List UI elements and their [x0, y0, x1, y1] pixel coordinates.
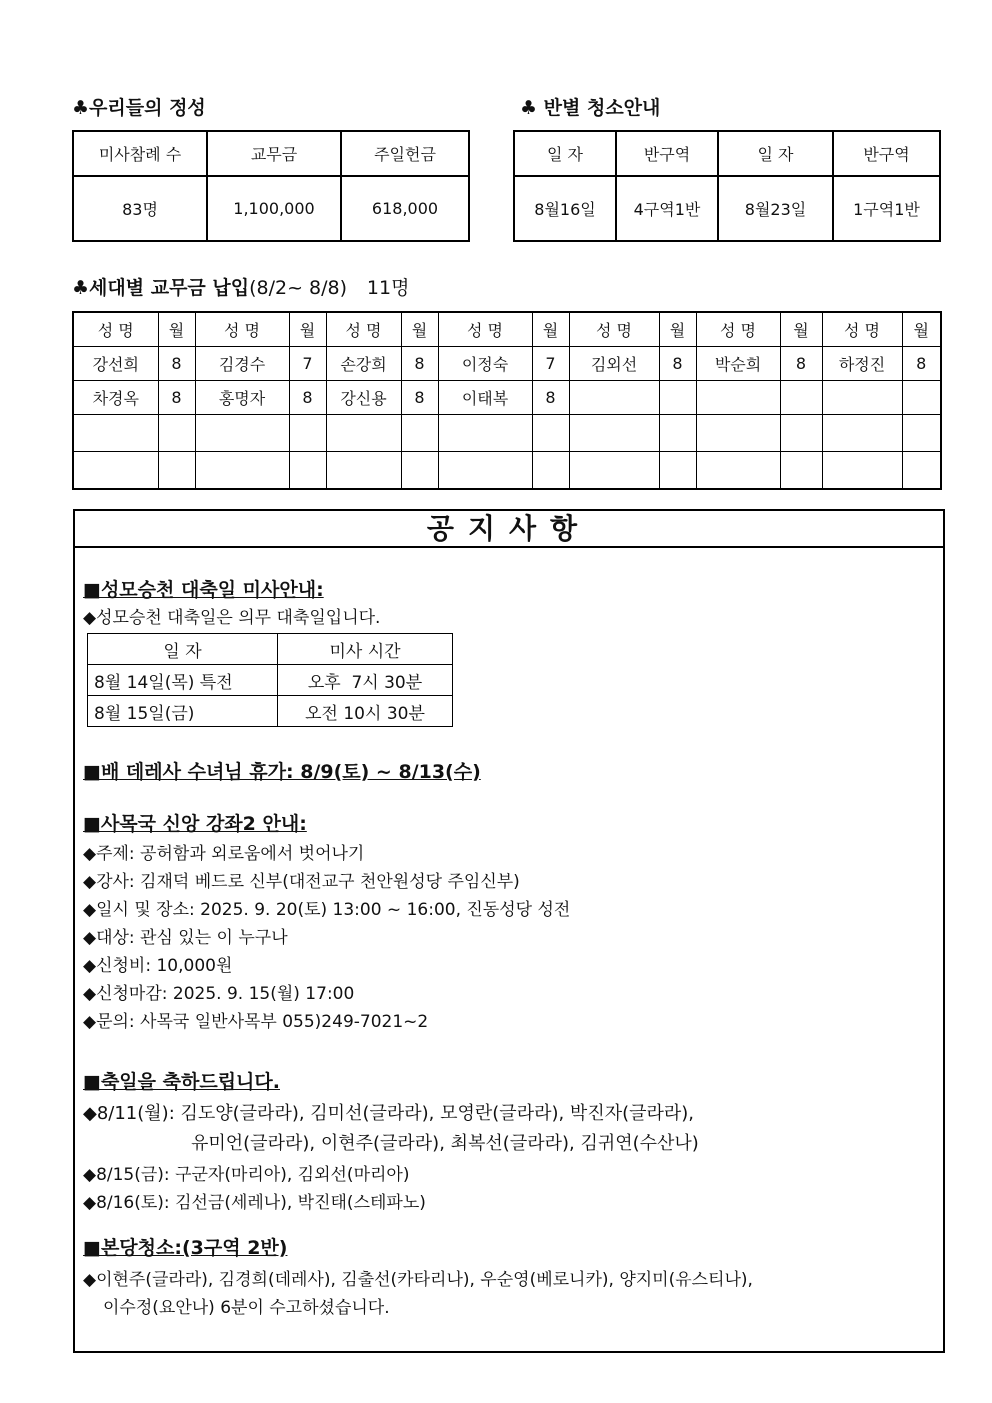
- dues-header-month: 월: [902, 312, 941, 347]
- assumption-line: ◆성모승천 대축일은 의무 대축일입니다.: [83, 608, 381, 628]
- offering-value-sunday: 618,000: [341, 176, 469, 241]
- dues-cell: [401, 452, 438, 489]
- dues-cell: 8: [902, 347, 941, 381]
- dues-header-month: 월: [401, 312, 438, 347]
- dues-cell: [780, 452, 822, 489]
- cleaning-value-date1: 8월16일: [514, 176, 616, 241]
- offering-header-attendance: 미사참례 수: [73, 131, 207, 176]
- dues-cell: 강선희: [73, 347, 158, 381]
- dues-cell: 8: [158, 381, 195, 415]
- mass-time: 오전 10시 30분: [278, 696, 453, 727]
- dues-count: 11명: [366, 277, 410, 299]
- dues-cell: [902, 381, 941, 415]
- dues-header-name: 성 명: [195, 312, 289, 347]
- dues-header-month: 월: [780, 312, 822, 347]
- dues-header-name: 성 명: [438, 312, 532, 347]
- dues-title: ♣세대별 교무금 납입: [72, 277, 250, 299]
- mass-time-table: [87, 633, 453, 727]
- dues-cell: 홍명자: [195, 381, 289, 415]
- dues-header-name: 성 명: [822, 312, 902, 347]
- cleaning-title: ♣ 반별 청소안내: [520, 97, 661, 119]
- dues-cell: 7: [532, 347, 569, 381]
- feast-heading: ■축일을 축하드립니다.: [83, 1071, 280, 1093]
- dues-table: [72, 311, 942, 490]
- dues-cell: 8: [401, 347, 438, 381]
- dues-cell: 7: [289, 347, 326, 381]
- offering-header-sunday: 주일헌금: [341, 131, 469, 176]
- dues-cell: [289, 415, 326, 452]
- cleaning-table: [513, 130, 941, 242]
- dues-cell: [73, 415, 158, 452]
- feast-line-0815: ◆8/15(금): 구군자(마리아), 김외선(마리아): [83, 1165, 410, 1185]
- dues-header-row: [73, 312, 941, 347]
- dues-cell: [696, 381, 780, 415]
- dues-cell: 김외선: [569, 347, 659, 381]
- feast-line-0816: ◆8/16(토): 김선금(세레나), 박진태(스테파노): [83, 1193, 426, 1213]
- dues-cell: [195, 452, 289, 489]
- dues-cell: [569, 381, 659, 415]
- mass-header-date: 일 자: [88, 634, 278, 665]
- dues-cell: [659, 415, 696, 452]
- cleaning-header-area1: 반구역: [616, 131, 718, 176]
- cleaning-value-area2: 1구역1반: [833, 176, 940, 241]
- dues-cell: [902, 452, 941, 489]
- dues-cell: [326, 452, 401, 489]
- church-cleaning-line-cont: 이수정(요안나) 6분이 수고하셨습니다.: [103, 1298, 390, 1318]
- cleaning-value-area1: 4구역1반: [616, 176, 718, 241]
- dues-cell: 8: [780, 347, 822, 381]
- dues-title-line: [72, 273, 409, 300]
- dues-header-name: 성 명: [696, 312, 780, 347]
- lecture-heading: ■사목국 신앙 강좌2 안내:: [83, 813, 307, 835]
- offering-value-dues: 1,100,000: [207, 176, 341, 241]
- dues-header-month: 월: [289, 312, 326, 347]
- dues-header-month: 월: [532, 312, 569, 347]
- dues-cell: 손강희: [326, 347, 401, 381]
- offering-title: ♣우리들의 정성: [72, 97, 206, 119]
- dues-row: [73, 347, 941, 381]
- dues-cell: [569, 415, 659, 452]
- dues-cell: 8: [401, 381, 438, 415]
- dues-cell: [696, 415, 780, 452]
- dues-header-month: 월: [158, 312, 195, 347]
- church-cleaning-line: ◆이현주(글라라), 김경희(데레사), 김출선(카타리나), 우순영(베로니카), 양지미(유스티나),: [83, 1270, 753, 1290]
- dues-cell: [696, 452, 780, 489]
- vacation-heading: ■배 데레사 수녀님 휴가: 8/9(토) ~ 8/13(수): [83, 761, 481, 783]
- dues-cell: [401, 415, 438, 452]
- offering-header-dues: 교무금: [207, 131, 341, 176]
- dues-cell: [902, 415, 941, 452]
- dues-cell: [438, 452, 532, 489]
- cleaning-header-date1: 일 자: [514, 131, 616, 176]
- dues-row: [73, 381, 941, 415]
- dues-cell: [289, 452, 326, 489]
- notice-box: [73, 509, 945, 1353]
- dues-row: [73, 452, 941, 489]
- dues-cell: [822, 415, 902, 452]
- dues-cell: [73, 452, 158, 489]
- dues-cell: [158, 452, 195, 489]
- lecture-topic: ◆주제: 공허함과 외로움에서 벗어나기: [83, 844, 365, 864]
- mass-time: 오후 7시 30분: [278, 665, 453, 696]
- dues-row: [73, 415, 941, 452]
- cleaning-value-date2: 8월23일: [718, 176, 833, 241]
- dues-header-name: 성 명: [569, 312, 659, 347]
- dues-header-name: 성 명: [326, 312, 401, 347]
- feast-line-0811: ◆8/11(월): 김도양(글라라), 김미선(글라라), 모영란(글라라), 박진자(글라라),: [83, 1103, 695, 1124]
- dues-cell: [532, 452, 569, 489]
- dues-cell: [659, 381, 696, 415]
- dues-cell: 하정진: [822, 347, 902, 381]
- dues-cell: [326, 415, 401, 452]
- dues-header-month: 월: [659, 312, 696, 347]
- feast-line-0811-cont: 유미언(글라라), 이현주(글라라), 최복선(글라라), 김귀연(수산나): [191, 1133, 699, 1154]
- dues-cell: 8: [532, 381, 569, 415]
- dues-cell: [569, 452, 659, 489]
- dues-cell: 차경옥: [73, 381, 158, 415]
- dues-cell: 8: [158, 347, 195, 381]
- dues-cell: [195, 415, 289, 452]
- dues-cell: 8: [289, 381, 326, 415]
- notice-title: 공지사항: [75, 511, 943, 548]
- dues-cell: 이태복: [438, 381, 532, 415]
- dues-cell: [438, 415, 532, 452]
- lecture-fee: ◆신청비: 10,000원: [83, 956, 233, 976]
- mass-date: 8월 15일(금): [88, 696, 278, 727]
- lecture-deadline: ◆신청마감: 2025. 9. 15(월) 17:00: [83, 984, 355, 1004]
- dues-cell: 김경수: [195, 347, 289, 381]
- offering-table: [72, 130, 470, 242]
- mass-date: 8월 14일(목) 특전: [88, 665, 278, 696]
- offering-value-attendance: 83명: [73, 176, 207, 241]
- cleaning-header-date2: 일 자: [718, 131, 833, 176]
- church-cleaning-heading: ■본당청소:(3구역 2반): [83, 1237, 288, 1259]
- dues-cell: 박순희: [696, 347, 780, 381]
- dues-cell: 8: [659, 347, 696, 381]
- dues-cell: [780, 415, 822, 452]
- dues-cell: [158, 415, 195, 452]
- mass-header-time: 미사 시간: [278, 634, 453, 665]
- dues-cell: [780, 381, 822, 415]
- dues-cell: [822, 452, 902, 489]
- assumption-heading: ■성모승천 대축일 미사안내:: [83, 579, 324, 601]
- dues-cell: 강신용: [326, 381, 401, 415]
- lecture-target: ◆대상: 관심 있는 이 누구나: [83, 928, 288, 948]
- dues-cell: [659, 452, 696, 489]
- dues-cell: 이정숙: [438, 347, 532, 381]
- lecture-contact: ◆문의: 사목국 일반사목부 055)249-7021~2: [83, 1012, 429, 1032]
- dues-cell: [822, 381, 902, 415]
- lecture-datetime: ◆일시 및 장소: 2025. 9. 20(토) 13:00 ~ 16:00, 진동성당 성전: [83, 900, 571, 920]
- dues-period: (8/2~ 8/8): [249, 277, 348, 299]
- dues-cell: [532, 415, 569, 452]
- dues-header-name: 성 명: [73, 312, 158, 347]
- lecture-speaker: ◆강사: 김재덕 베드로 신부(대전교구 천안원성당 주임신부): [83, 872, 520, 892]
- cleaning-header-area2: 반구역: [833, 131, 940, 176]
